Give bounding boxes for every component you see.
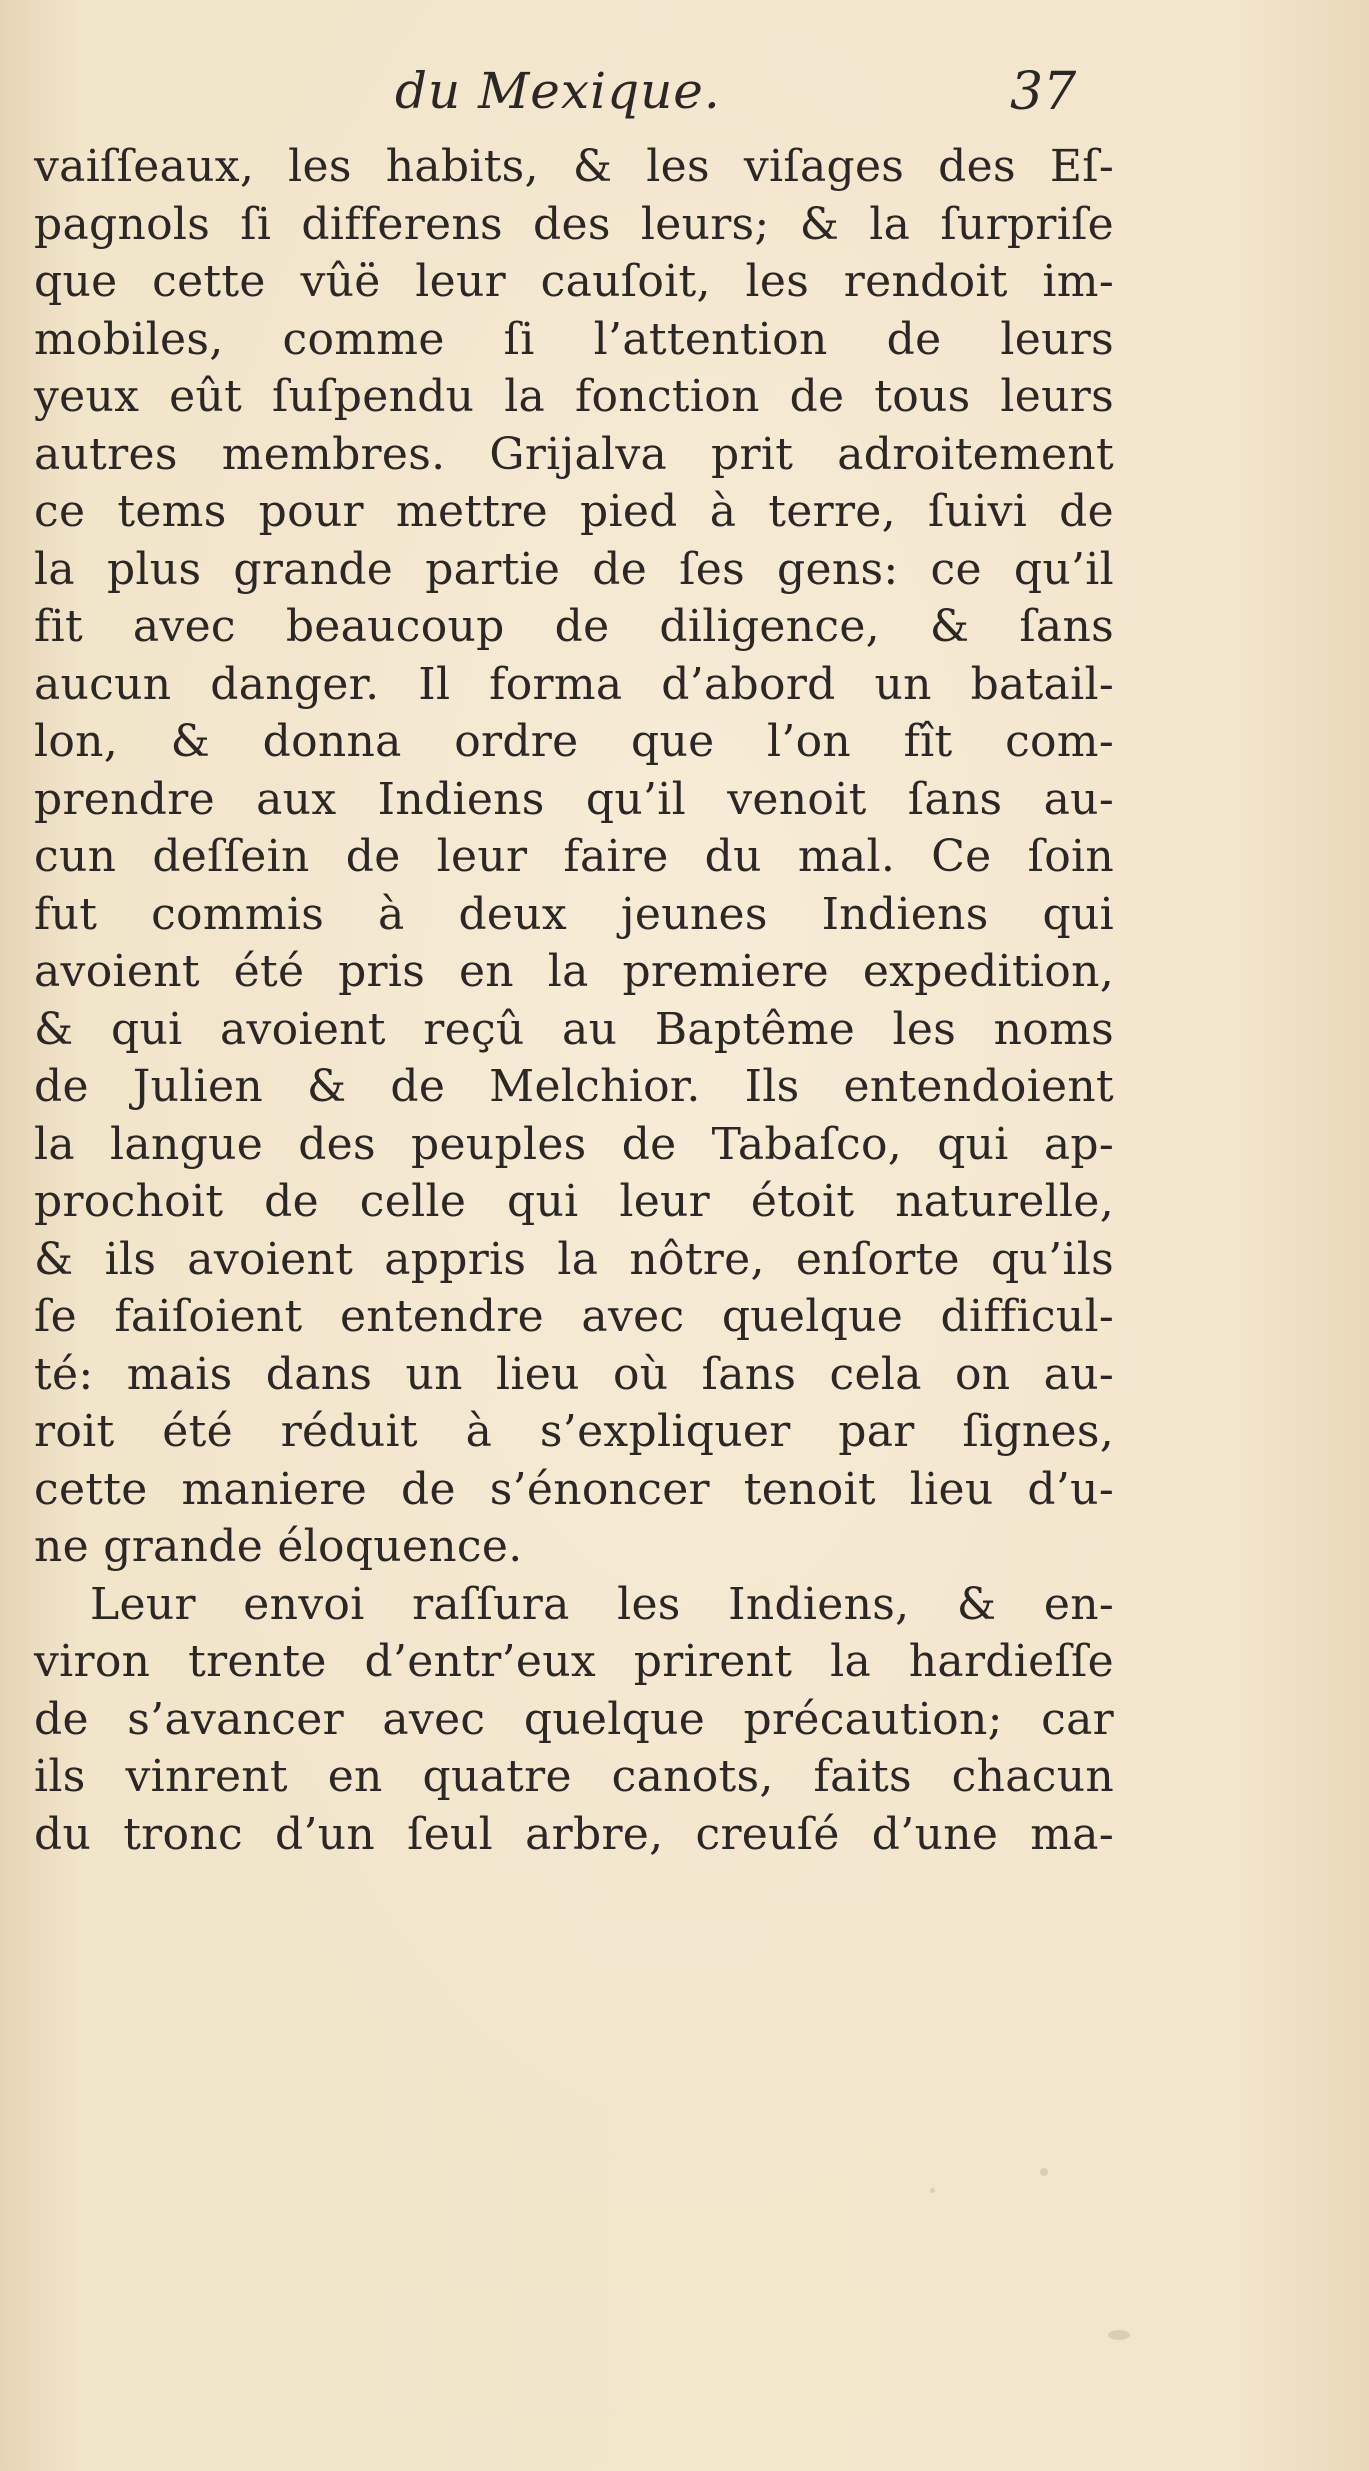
page-header — [0, 62, 1369, 132]
text-line: ſe faiſoient entendre avec quelque difficul- — [34, 1291, 1114, 1342]
text-line: la langue des peuples de Tabaſco, qui ap- — [34, 1118, 1114, 1170]
paper-blemish — [1040, 2168, 1048, 2176]
page-number: 37 — [1010, 62, 1077, 122]
paper-blemish — [1108, 2330, 1130, 2340]
text-line: fit avec beaucoup de diligence, & ſans — [34, 601, 1114, 652]
text-line: viron trente d’entr’eux prirent la hardieſſe — [34, 1636, 1114, 1687]
body-text — [34, 138, 1114, 1863]
running-title: du Mexique. — [395, 62, 721, 120]
text-line: ne grande éloquence. — [34, 1521, 523, 1572]
text-line: pagnols ſi differens des leurs; & la ſurpriſe — [34, 198, 1114, 250]
text-line: de Julien & de Melchior. Ils entendoient — [34, 1061, 1114, 1112]
text-line: & qui avoient reçû au Baptême les noms — [34, 1003, 1114, 1055]
text-line: té: mais dans un lieu où ſans cela on au- — [34, 1348, 1114, 1400]
text-line: ils vinrent en quatre canots, faits chacun — [34, 1751, 1114, 1802]
paper-blemish — [930, 2188, 935, 2193]
text-line: du tronc d’un ſeul arbre, creuſé d’une ma- — [34, 1808, 1114, 1860]
text-line: roit été réduit à s’expliquer par ſignes, — [34, 1406, 1114, 1457]
text-line: mobiles, comme ſi l’attention de leurs — [34, 313, 1114, 365]
text-line: la plus grande partie de ſes gens: ce qu’il — [34, 543, 1114, 595]
text-line: fut commis à deux jeunes Indiens qui — [34, 888, 1114, 940]
text-line: que cette vûë leur cauſoit, les rendoit im- — [34, 256, 1114, 307]
text-line: prochoit de celle qui leur étoit naturelle, — [34, 1176, 1114, 1227]
text-line: Leur envoi raſſura les Indiens, & en- — [90, 1578, 1114, 1630]
text-line: prendre aux Indiens qu’il venoit ſans au- — [34, 773, 1114, 825]
text-line: cette maniere de s’énoncer tenoit lieu d’u- — [34, 1463, 1114, 1515]
text-line: lon, & donna ordre que l’on fît com- — [34, 716, 1114, 767]
text-line: autres membres. Grijalva prit adroitement — [34, 428, 1114, 480]
text-line: & ils avoient appris la nôtre, enſorte qu’ils — [34, 1233, 1114, 1285]
text-line: aucun danger. Il forma d’abord un batail- — [34, 658, 1114, 710]
text-line: cun deſſein de leur faire du mal. Ce ſoin — [34, 831, 1114, 882]
text-line: yeux eût ſuſpendu la fonction de tous leurs — [34, 371, 1114, 422]
text-line: ce tems pour mettre pied à terre, ſuivi de — [34, 486, 1114, 537]
text-line: vaiſſeaux, les habits, & les viſages des Eſ- — [34, 141, 1114, 192]
text-line: de s’avancer avec quelque précaution; car — [34, 1693, 1114, 1745]
text-line: avoient été pris en la premiere expedition, — [34, 946, 1114, 997]
